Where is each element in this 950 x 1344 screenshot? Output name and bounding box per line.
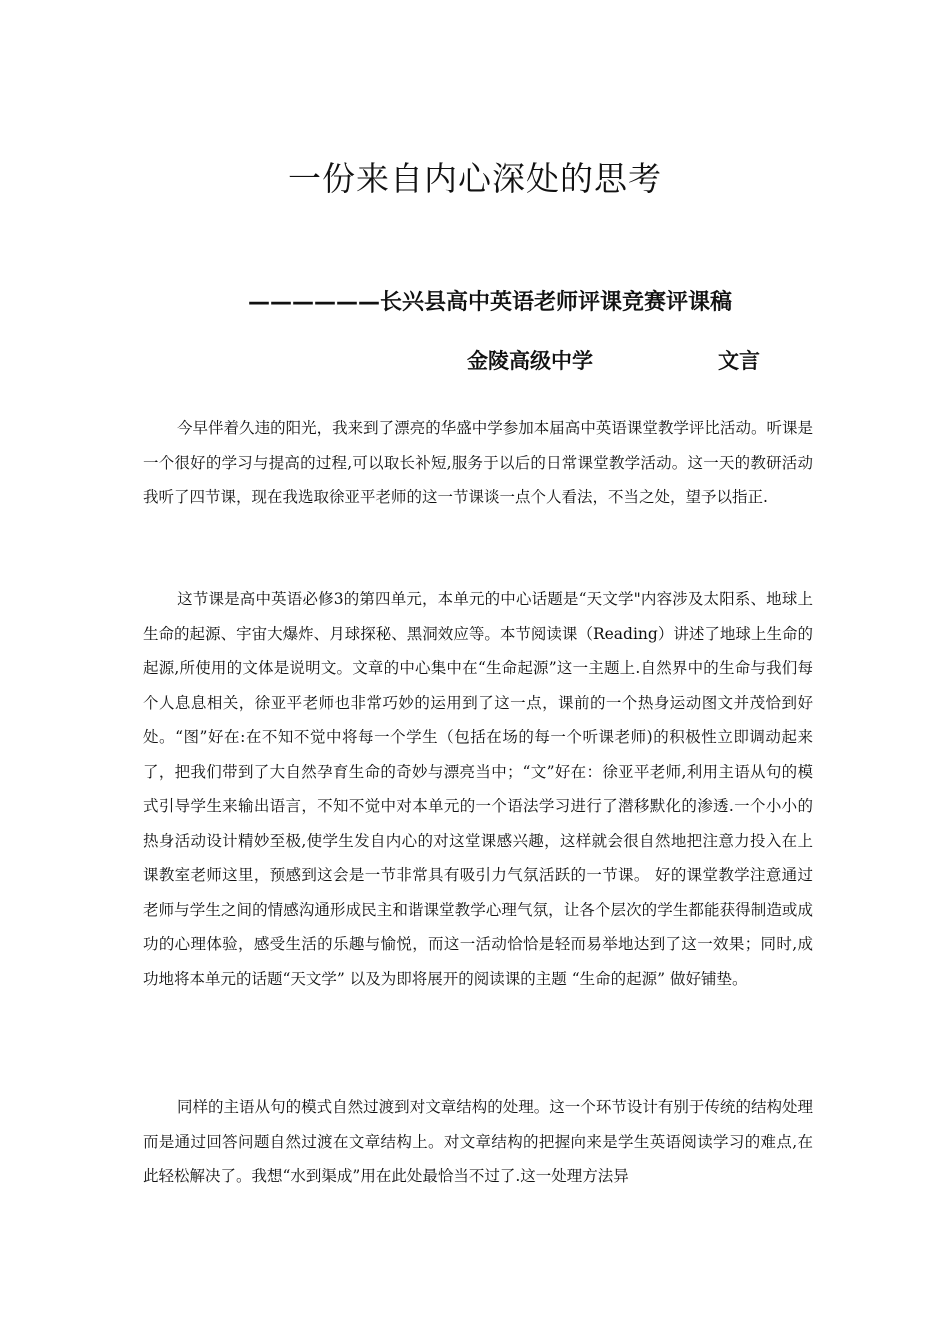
body-paragraph xyxy=(143,582,813,996)
author-name: 文言 xyxy=(718,349,760,373)
document-subtitle: ——————长兴县高中英语老师评课竞赛评课稿 xyxy=(248,290,733,315)
paragraph-text: 今早伴着久违的阳光，我来到了漂亮的华盛中学参加本届高中英语课堂教学评比活动。听课是一个很好的学习与提高的过程,可以取长补短,服务于以后的日常课堂教学活动。这一天的教研活动我听了四节课，现在我选取徐亚平老师的这一节课谈一点个人看法，不当之处，望予以指正. xyxy=(143,419,813,506)
school-name: 金陵高级中学 xyxy=(467,349,593,373)
document-title: 一份来自内心深处的思考 xyxy=(288,159,662,198)
body-paragraph xyxy=(143,1090,813,1194)
paragraph-text: 同样的主语从句的模式自然过渡到对文章结构的处理。这一个环节设计有别于传统的结构处理而是通过回答问题自然过渡在文章结构上。对文章结构的把握向来是学生英语阅读学习的难点,在此轻松解决了。我想“水到渠成”用在此处最恰当不过了.这一处理方法异 xyxy=(143,1098,813,1185)
body-paragraph xyxy=(143,411,813,515)
paragraph-text: 这节课是高中英语必修3的第四单元，本单元的中心话题是“天文学"内容涉及太阳系、地球上生命的起源、宇宙大爆炸、月球探秘、黑洞效应等。本节阅读课（Reading）讲述了地球上生命的起源,所使用的文体是说明文。文章的中心集中在“生命起源”这一主题上.自然界中的生命与我们每个人息息相关，徐亚平老师也非常巧妙的运用到了这一点，课前的一个热身运动图文并茂恰到好处。“图”好在:在不知不觉中将每一个学生（包括在场的每一个听课老师)的积极性立即调动起来了，把我们带到了大自然孕育生命的奇妙与漂亮当中；“文”好在：徐亚平老师,利用主语从句的模式引导学生来输出语言，不知不觉中对本单元的一个语法学习进行了潜移默化的渗透.一个小小的热身活动设计精妙至极,使学生发自内心的对这堂课感兴趣，这样就会很自然地把注意力投入在上课教室老师这里，预感到这会是一节非常具有吸引力气氛活跃的一节课。 好的课堂教学注意通过老师与学生之间的情感沟通形成民主和谐课堂教学心理气氛，让各个层次的学生都能获得制造或成功的心理体验，感受生活的乐趣与愉悦，而这一活动恰恰是轻而易举地达到了这一效果；同时,成功地将本单元的话题“天文学” 以及为即将展开的阅读课的主题 “生命的起源” 做好铺垫。 xyxy=(143,590,813,988)
author-line xyxy=(467,343,867,379)
